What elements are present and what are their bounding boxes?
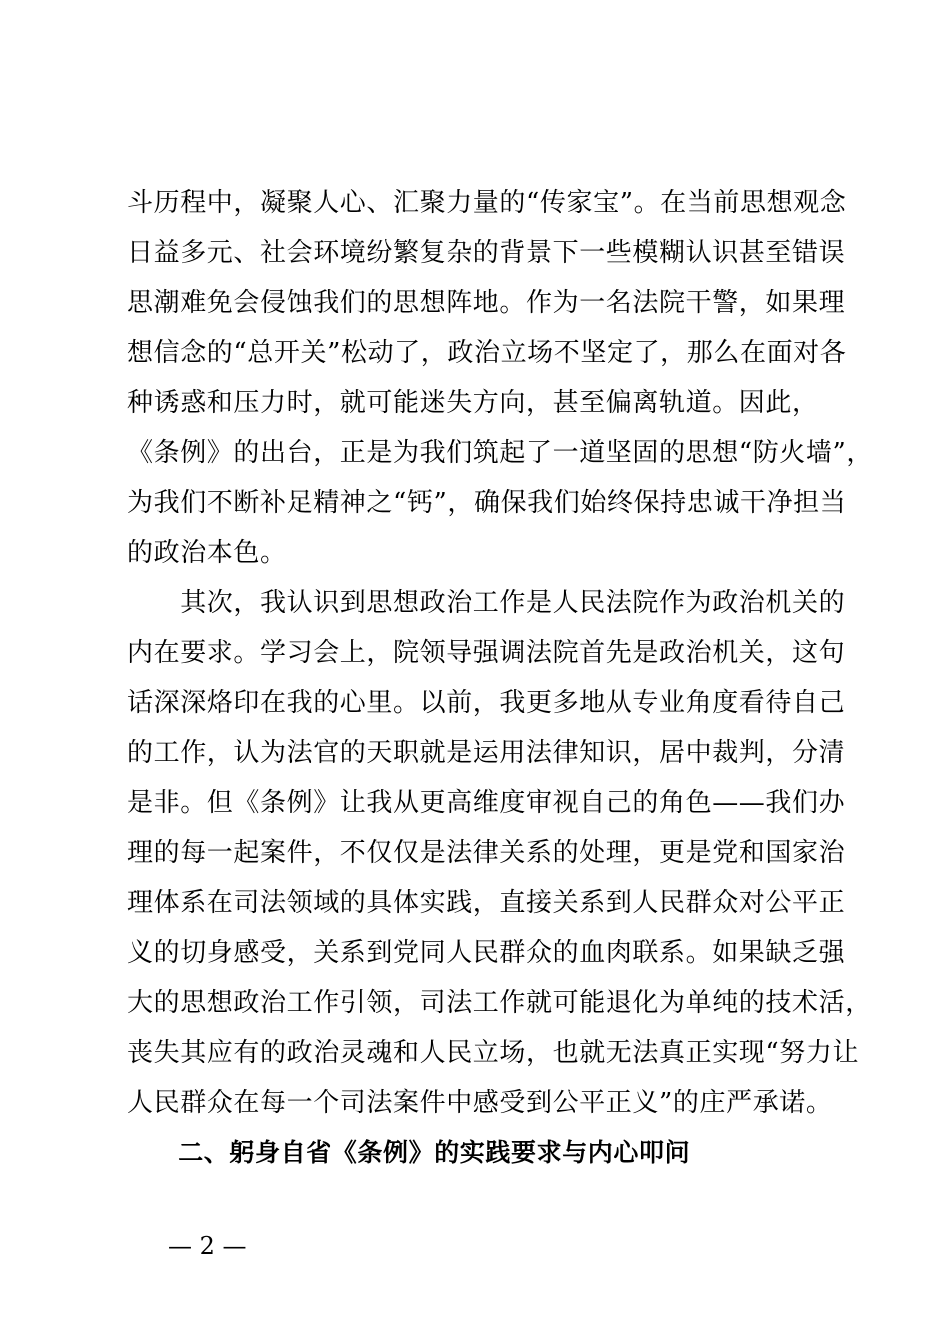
text-line: 日益多元、社会环境纷繁复杂的背景下一些模糊认识甚至错误 — [127, 238, 846, 268]
text-line: 人民群众在每一个司法案件中感受到公平正义”的庄严承诺。 — [127, 1088, 833, 1118]
text-line: 想信念的“总开关”松动了，政治立场不坚定了，那么在面对各 — [127, 338, 847, 368]
section-heading: 二、躬身自省《条例》的实践要求与内心叩问 — [127, 1138, 691, 1167]
text-line: 大的思想政治工作引领，司法工作就可能退化为单纯的技术活， — [127, 988, 872, 1018]
text-line: 丧失其应有的政治灵魂和人民立场，也就无法真正实现“努力让 — [127, 1038, 860, 1068]
page-number: — 2 — — [168, 1232, 247, 1260]
text-line: 的政治本色。 — [127, 538, 287, 568]
text-line: 为我们不断补足精神之“钙”，确保我们始终保持忠诚干净担当 — [127, 488, 847, 518]
text-line: 内在要求。学习会上，院领导强调法院首先是政治机关，这句 — [127, 638, 846, 668]
text-line: 的工作，认为法官的天职就是运用法律知识，居中裁判，分清 — [127, 738, 846, 768]
text-line: 斗历程中，凝聚人心、汇聚力量的“传家宝”。在当前思想观念 — [127, 188, 847, 218]
text-line: 《条例》的出台，正是为我们筑起了一道坚固的思想“防火墙”， — [127, 438, 873, 468]
text-line: 思潮难免会侵蚀我们的思想阵地。作为一名法院干警，如果理 — [127, 288, 846, 318]
text-line: 种诱惑和压力时，就可能迷失方向，甚至偏离轨道。因此， — [127, 388, 819, 418]
text-line: 话深深烙印在我的心里。以前，我更多地从专业角度看待自己 — [127, 688, 846, 718]
text-line: 是非。但《条例》让我从更高维度审视自己的角色——我们办 — [127, 788, 846, 818]
text-line: 理的每一起案件，不仅仅是法律关系的处理，更是党和国家治 — [127, 838, 846, 868]
text-line: 理体系在司法领域的具体实践，直接关系到人民群众对公平正 — [127, 888, 846, 918]
text-line: 其次，我认识到思想政治工作是人民法院作为政治机关的 — [127, 588, 846, 618]
text-line: 义的切身感受，关系到党同人民群众的血肉联系。如果缺乏强 — [127, 938, 846, 968]
body-text — [127, 178, 873, 1178]
